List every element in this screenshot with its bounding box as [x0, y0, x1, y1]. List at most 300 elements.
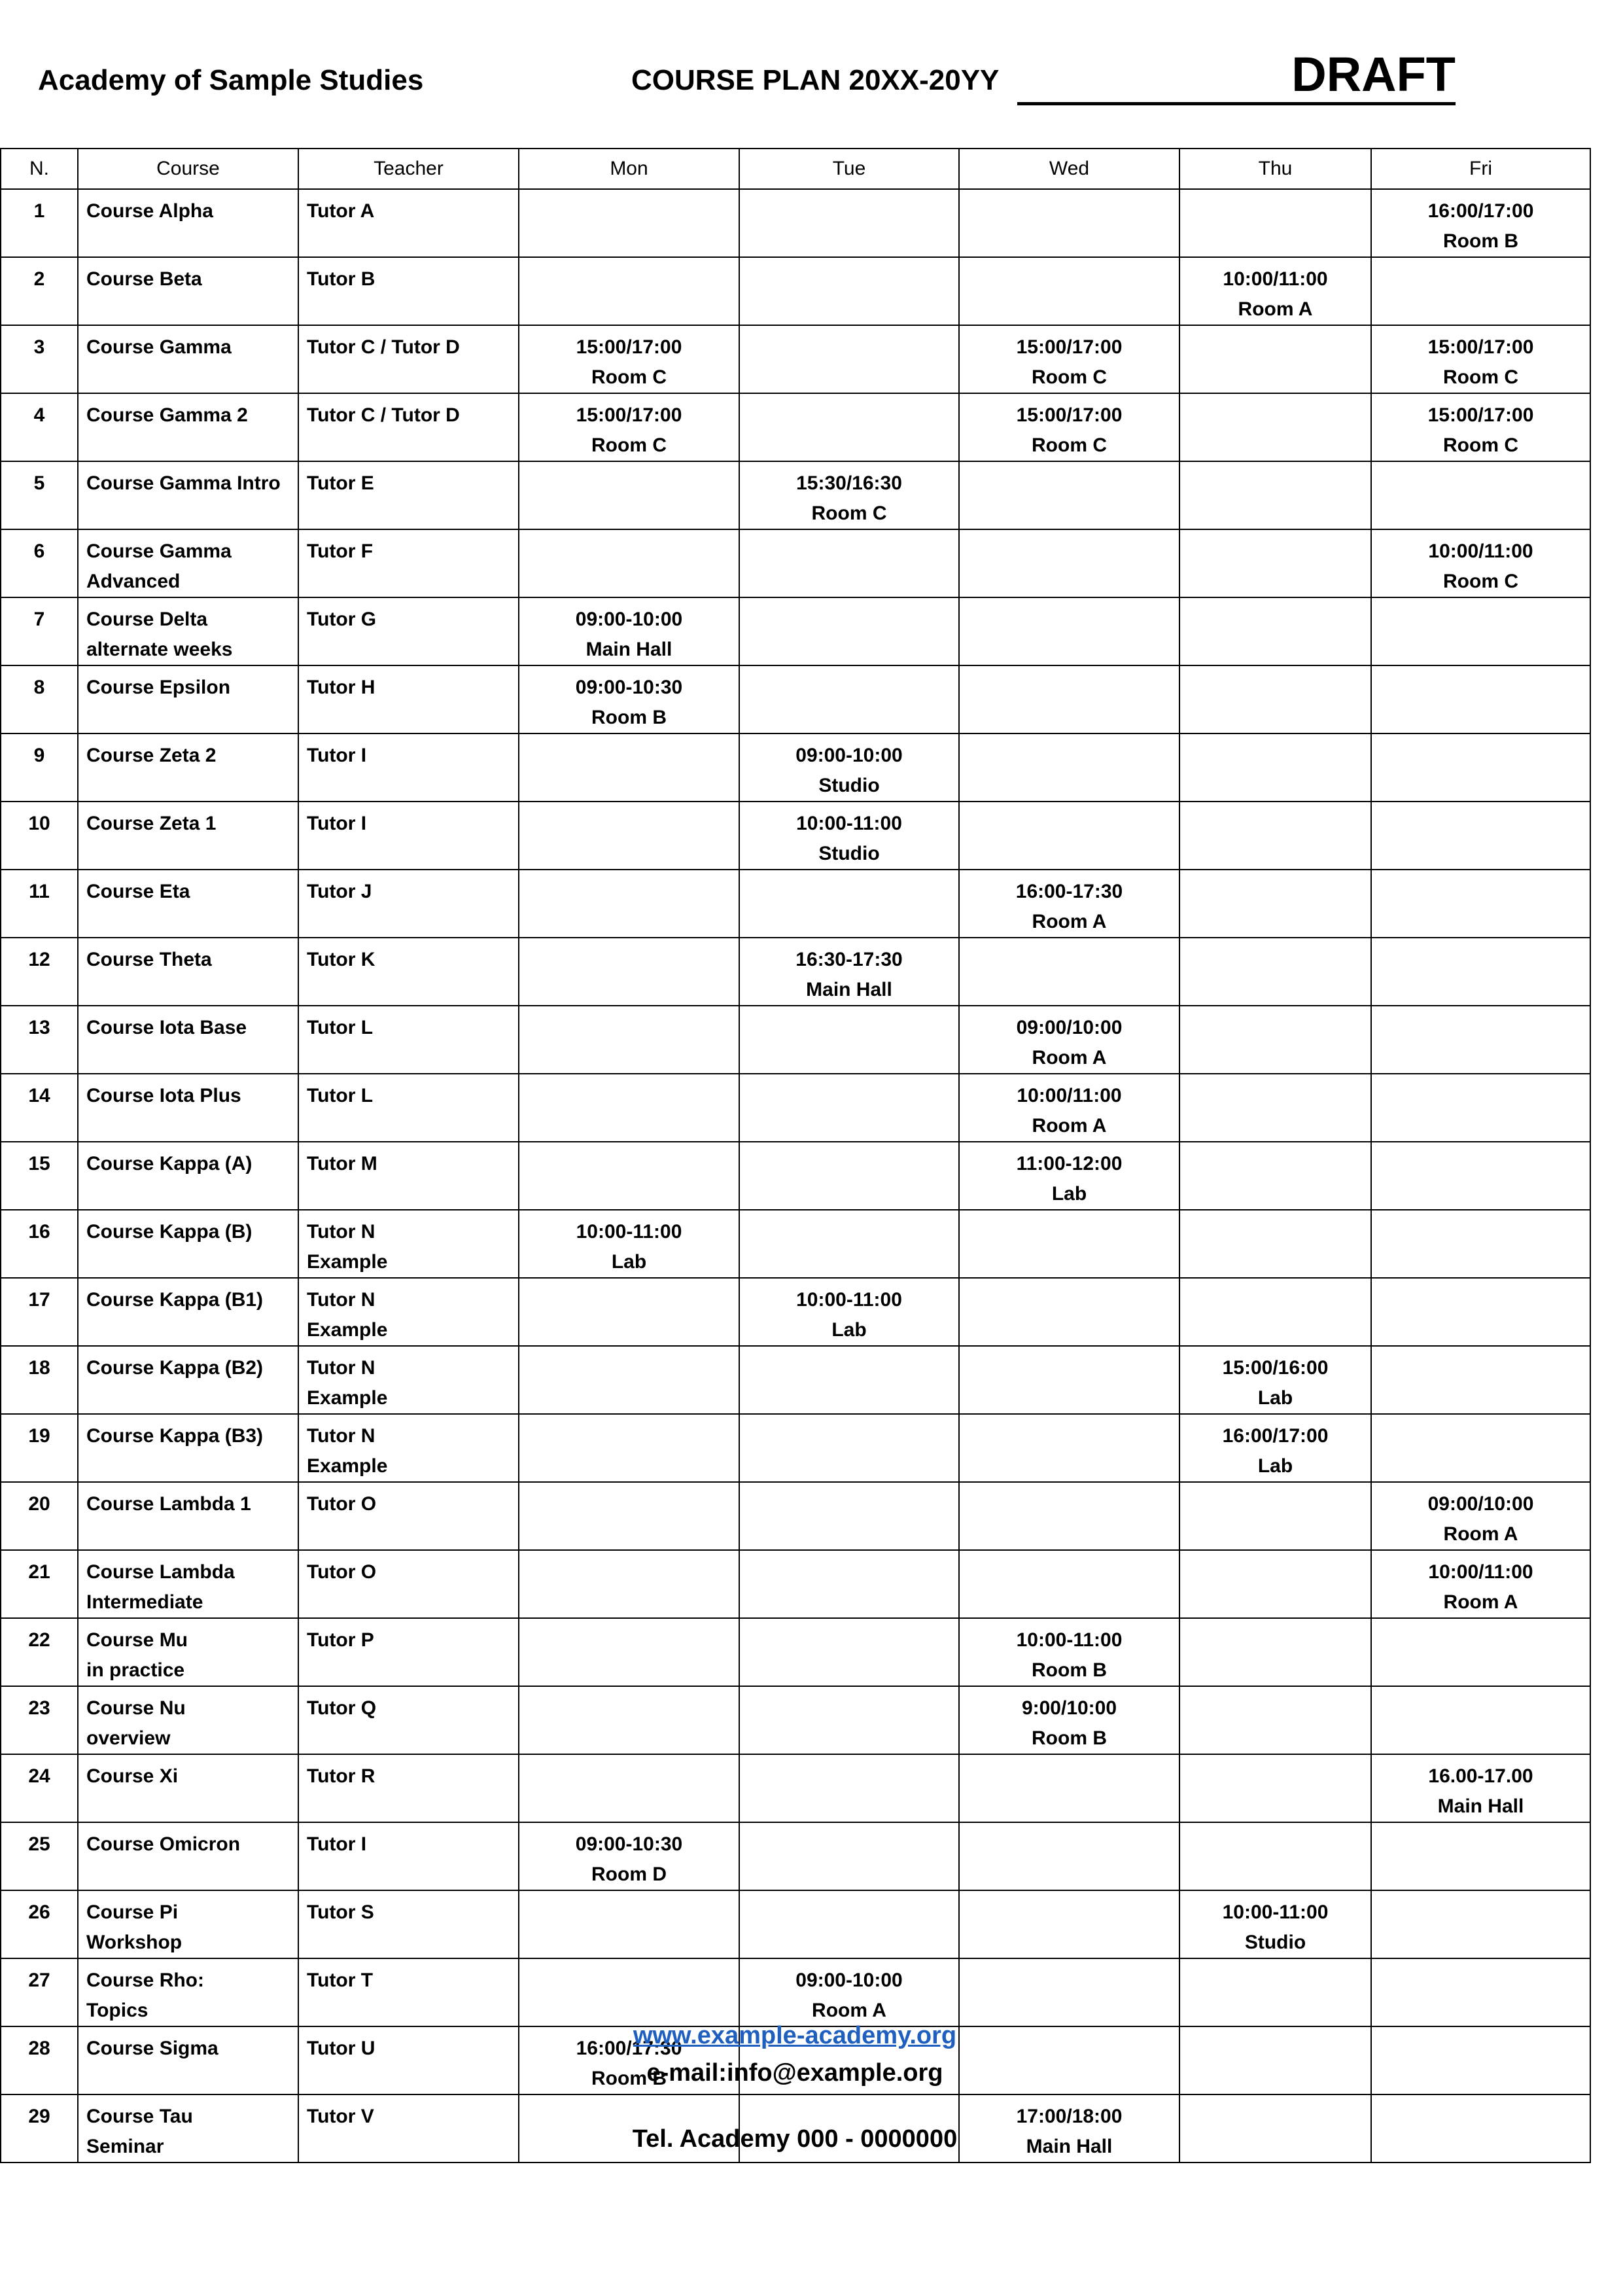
teacher-name-line: Tutor M [307, 1153, 377, 1174]
schedule-cell-thursday [1179, 1890, 1371, 1958]
schedule-cell-wednesday [959, 1958, 1179, 2026]
room-name: Room C [1443, 366, 1518, 388]
time-slot: 16:30-17:30 [795, 949, 903, 970]
schedule-cell-tuesday [739, 393, 959, 461]
teacher-name-line: Tutor G [307, 609, 377, 630]
phone-number: Tel. Academy 000 - 0000000 [632, 2125, 958, 2153]
teacher-name-cell [298, 529, 519, 597]
course-number-cell: 12 [1, 938, 78, 1006]
schedule-cell-thursday [1179, 1482, 1371, 1550]
schedule-cell-tuesday [739, 1550, 959, 1618]
room-name: Studio [818, 843, 880, 864]
teacher-name-line: Tutor V [307, 2106, 374, 2127]
schedule-cell-monday [519, 938, 739, 1006]
course-number-cell: 20 [1, 1482, 78, 1550]
table-row [1, 938, 1590, 1006]
schedule-cell-friday [1371, 393, 1590, 461]
schedule-cell-wednesday [959, 938, 1179, 1006]
room-name: Room A [1032, 1047, 1107, 1069]
course-name-cell [78, 665, 298, 733]
schedule-cell-monday [519, 1414, 739, 1482]
schedule-cell-monday [519, 1618, 739, 1686]
teacher-name-line: Tutor I [307, 1833, 367, 1855]
table-row [1, 1890, 1590, 1958]
teacher-name-cell [298, 802, 519, 870]
schedule-cell-friday [1371, 1278, 1590, 1346]
teacher-name-cell [298, 1482, 519, 1550]
teacher-name-cell [298, 1006, 519, 1074]
teacher-name-line: Tutor H [307, 677, 375, 698]
course-name-line: Advanced [86, 571, 181, 592]
schedule-cell-friday [1371, 1414, 1590, 1482]
schedule-cell-friday [1371, 257, 1590, 325]
schedule-cell-monday [519, 1550, 739, 1618]
table-row [1, 325, 1590, 393]
room-name: Main Hall [806, 979, 892, 1000]
schedule-cell-friday [1371, 597, 1590, 665]
room-name: Lab [1257, 1455, 1293, 1477]
schedule-cell-monday [519, 1346, 739, 1414]
time-slot: 09:00/10:00 [1427, 1493, 1534, 1515]
teacher-name-line: Tutor N [307, 1357, 375, 1379]
schedule-cell-wednesday [959, 1346, 1179, 1414]
course-number-cell: 22 [1, 1618, 78, 1686]
teacher-name-cell [298, 325, 519, 393]
time-slot: 10:00-11:00 [576, 1221, 682, 1243]
schedule-cell-monday [519, 1074, 739, 1142]
col-header-wednesday: Wed [959, 149, 1179, 189]
course-number-cell: 6 [1, 529, 78, 597]
schedule-cell-monday [519, 1890, 739, 1958]
course-name-cell [78, 1346, 298, 1414]
course-name-line: Course Iota Base [86, 1017, 247, 1038]
website-link[interactable]: www.example-academy.org [633, 2022, 957, 2049]
schedule-cell-thursday [1179, 1074, 1371, 1142]
course-number-cell: 16 [1, 1210, 78, 1278]
time-slot: 09:00/10:00 [1016, 1017, 1123, 1038]
schedule-cell-wednesday [959, 1414, 1179, 1482]
table-row [1, 665, 1590, 733]
course-name-line: Course Delta [86, 609, 208, 630]
course-name-line: Workshop [86, 1932, 183, 1953]
room-name: Room D [591, 1863, 667, 1885]
schedule-cell-thursday [1179, 597, 1371, 665]
teacher-name-line: Tutor O [307, 1493, 377, 1515]
col-header-tuesday: Tue [739, 149, 959, 189]
schedule-cell-friday [1371, 870, 1590, 938]
schedule-cell-thursday [1179, 1346, 1371, 1414]
course-name-line: Course Sigma [86, 2038, 218, 2059]
teacher-name-cell [298, 257, 519, 325]
time-slot: 10:00-11:00 [1016, 1629, 1123, 1651]
teacher-name-line: Tutor A [307, 200, 375, 222]
time-slot: 09:00-10:00 [795, 1969, 903, 1991]
course-name-line: Course Pi [86, 1901, 179, 1923]
course-name-cell [78, 461, 298, 529]
course-name-cell [78, 1278, 298, 1346]
schedule-cell-tuesday [739, 1074, 959, 1142]
page-header [0, 39, 1623, 111]
teacher-name-cell [298, 1958, 519, 2026]
schedule-cell-thursday [1179, 1686, 1371, 1754]
schedule-cell-monday [519, 1686, 739, 1754]
table-row [1, 393, 1590, 461]
schedule-cell-monday [519, 1006, 739, 1074]
time-slot: 16.00-17.00 [1428, 1765, 1533, 1787]
room-name: Room A [1032, 911, 1107, 932]
teacher-name-line: Example [307, 1387, 388, 1409]
teacher-name-line: Tutor U [307, 2038, 375, 2059]
time-slot: 15:00/17:00 [1427, 336, 1534, 358]
schedule-cell-monday [519, 597, 739, 665]
schedule-cell-friday [1371, 1550, 1590, 1618]
schedule-cell-friday [1371, 1142, 1590, 1210]
table-row [1, 1278, 1590, 1346]
schedule-cell-thursday [1179, 1006, 1371, 1074]
time-slot: 09:00-10:00 [795, 745, 903, 766]
course-name-line: Course Nu [86, 1697, 186, 1719]
schedule-cell-thursday [1179, 733, 1371, 802]
course-number-cell: 25 [1, 1822, 78, 1890]
table-row [1, 802, 1590, 870]
course-name-line: Course Lambda 1 [86, 1493, 251, 1515]
schedule-cell-friday [1371, 461, 1590, 529]
time-slot: 10:00-11:00 [1222, 1901, 1329, 1923]
course-name-cell [78, 393, 298, 461]
course-name-line: in practice [86, 1659, 185, 1681]
course-name-line: Intermediate [86, 1591, 203, 1613]
room-name: Studio [1244, 1932, 1306, 1953]
schedule-cell-thursday [1179, 1754, 1371, 1822]
schedule-cell-friday [1371, 733, 1590, 802]
schedule-cell-wednesday [959, 597, 1179, 665]
course-number-cell: 7 [1, 597, 78, 665]
schedule-cell-monday [519, 529, 739, 597]
table-row [1, 1958, 1590, 2026]
time-slot: 15:30/16:30 [796, 472, 902, 494]
table-row [1, 257, 1590, 325]
schedule-cell-wednesday [959, 1550, 1179, 1618]
teacher-name-line: Tutor S [307, 1901, 374, 1923]
time-slot: 15:00/17:00 [1016, 404, 1123, 426]
teacher-name-line: Tutor J [307, 881, 372, 902]
time-slot: 15:00/17:00 [576, 336, 682, 358]
course-name-cell [78, 1890, 298, 1958]
time-slot: 16:00/17:30 [576, 2038, 682, 2059]
course-name-cell [78, 1618, 298, 1686]
schedule-cell-friday [1371, 1006, 1590, 1074]
table-body [1, 189, 1590, 2163]
schedule-cell-wednesday [959, 1618, 1179, 1686]
course-name-cell [78, 870, 298, 938]
schedule-cell-friday [1371, 938, 1590, 1006]
table-row [1, 1346, 1590, 1414]
course-name-line: Course Zeta 2 [86, 745, 217, 766]
time-slot: 15:00/16:00 [1222, 1357, 1329, 1379]
time-slot: 11:00-12:00 [1016, 1153, 1123, 1174]
course-number-cell: 4 [1, 393, 78, 461]
course-name-cell [78, 1006, 298, 1074]
time-slot: 15:00/17:00 [1016, 336, 1123, 358]
room-name: Lab [831, 1319, 867, 1341]
course-name-cell [78, 1686, 298, 1754]
schedule-cell-tuesday [739, 1958, 959, 2026]
course-name-cell [78, 1482, 298, 1550]
teacher-name-cell [298, 1550, 519, 1618]
course-number-cell: 13 [1, 1006, 78, 1074]
schedule-cell-friday [1371, 1482, 1590, 1550]
course-year-title: COURSE PLAN 20XX-20YY [631, 64, 1000, 96]
room-name: Room B [1032, 1727, 1107, 1749]
table-row [1, 1210, 1590, 1278]
course-name-line: Course Kappa (B1) [86, 1289, 264, 1311]
schedule-cell-wednesday [959, 257, 1179, 325]
room-name: Room A [1032, 1115, 1107, 1137]
organization-name: Academy of Sample Studies [38, 64, 424, 96]
course-name-cell [78, 529, 298, 597]
schedule-cell-tuesday [739, 597, 959, 665]
course-name-cell [78, 1074, 298, 1142]
schedule-cell-wednesday [959, 870, 1179, 938]
schedule-cell-thursday [1179, 325, 1371, 393]
time-slot: 16:00/17:00 [1427, 200, 1534, 222]
course-number-cell: 5 [1, 461, 78, 529]
schedule-cell-wednesday [959, 802, 1179, 870]
teacher-name-line: Tutor F [307, 540, 374, 562]
time-slot: 10:00/11:00 [1428, 1561, 1533, 1583]
course-number-cell: 18 [1, 1346, 78, 1414]
schedule-cell-wednesday [959, 393, 1179, 461]
course-name-line: Course Gamma [86, 336, 232, 358]
room-name: Main Hall [585, 639, 672, 660]
course-name-line: Course Epsilon [86, 677, 231, 698]
schedule-cell-monday [519, 870, 739, 938]
teacher-name-line: Tutor R [307, 1765, 375, 1787]
schedule-cell-monday [519, 189, 739, 257]
time-slot: 10:00-11:00 [796, 1289, 902, 1311]
room-name: Studio [818, 775, 880, 796]
time-slot: 10:00/11:00 [1428, 540, 1533, 562]
schedule-cell-thursday [1179, 1550, 1371, 1618]
schedule-cell-monday [519, 1142, 739, 1210]
schedule-cell-thursday [1179, 189, 1371, 257]
room-name: Room B [1032, 1659, 1107, 1681]
teacher-name-cell [298, 938, 519, 1006]
course-name-line: Course Kappa (B2) [86, 1357, 264, 1379]
course-number-cell: 24 [1, 1754, 78, 1822]
teacher-name-line: Tutor T [307, 1969, 374, 1991]
schedule-cell-friday [1371, 1754, 1590, 1822]
schedule-cell-tuesday [739, 665, 959, 733]
schedule-cell-tuesday [739, 461, 959, 529]
table-row [1, 189, 1590, 257]
table-row [1, 1686, 1590, 1754]
schedule-cell-tuesday [739, 1414, 959, 1482]
schedule-cell-friday [1371, 1074, 1590, 1142]
room-name: Room B [1443, 230, 1518, 252]
teacher-name-cell [298, 1074, 519, 1142]
course-name-cell [78, 189, 298, 257]
teacher-name-line: Tutor I [307, 813, 367, 834]
course-name-line: alternate weeks [86, 639, 233, 660]
room-name: Room C [1032, 366, 1107, 388]
course-name-cell [78, 1550, 298, 1618]
schedule-cell-tuesday [739, 189, 959, 257]
teacher-name-line: Tutor N [307, 1289, 375, 1311]
room-name: Room C [1443, 571, 1518, 592]
room-name: Room C [591, 434, 667, 456]
col-header-teacher: Teacher [298, 149, 519, 189]
time-slot: 10:00/11:00 [1223, 268, 1328, 290]
teacher-name-line: Tutor I [307, 745, 367, 766]
schedule-cell-tuesday [739, 802, 959, 870]
time-slot: 17:00/18:00 [1016, 2106, 1123, 2127]
schedule-cell-wednesday [959, 461, 1179, 529]
schedule-cell-friday [1371, 189, 1590, 257]
teacher-name-line: Example [307, 1319, 388, 1341]
teacher-name-line: Tutor B [307, 268, 375, 290]
schedule-cell-friday [1371, 1346, 1590, 1414]
course-name-line: Course Alpha [86, 200, 213, 222]
schedule-cell-thursday [1179, 1618, 1371, 1686]
schedule-cell-tuesday [739, 1618, 959, 1686]
course-number-cell: 27 [1, 1958, 78, 2026]
teacher-name-cell [298, 1686, 519, 1754]
course-number-cell: 29 [1, 2094, 78, 2163]
schedule-cell-monday [519, 802, 739, 870]
time-slot: 09:00-10:00 [575, 609, 683, 630]
col-header-friday: Fri [1371, 149, 1590, 189]
table-row [1, 733, 1590, 802]
course-name-cell [78, 1414, 298, 1482]
schedule-cell-tuesday [739, 1142, 959, 1210]
schedule-cell-wednesday [959, 1754, 1179, 1822]
course-number-cell: 11 [1, 870, 78, 938]
course-name-cell [78, 257, 298, 325]
course-name-line: Course Kappa (B3) [86, 1425, 264, 1447]
course-name-line: Course Mu [86, 1629, 188, 1651]
teacher-name-line: Tutor C / Tutor D [307, 404, 460, 426]
course-name-line: Topics [86, 2000, 148, 2021]
teacher-name-cell [298, 870, 519, 938]
room-name: Room C [1032, 434, 1107, 456]
course-name-cell [78, 1142, 298, 1210]
schedule-cell-wednesday [959, 325, 1179, 393]
teacher-name-line: Example [307, 1455, 388, 1477]
schedule-cell-thursday [1179, 461, 1371, 529]
teacher-name-line: Tutor N [307, 1221, 375, 1243]
schedule-cell-wednesday [959, 1210, 1179, 1278]
teacher-name-cell [298, 461, 519, 529]
teacher-name-cell [298, 393, 519, 461]
schedule-cell-tuesday [739, 325, 959, 393]
schedule-cell-thursday [1179, 1278, 1371, 1346]
teacher-name-line: Tutor P [307, 1629, 374, 1651]
course-number-cell: 15 [1, 1142, 78, 1210]
schedule-cell-wednesday [959, 1890, 1179, 1958]
schedule-cell-thursday [1179, 938, 1371, 1006]
course-name-cell [78, 597, 298, 665]
room-name: Room C [591, 366, 667, 388]
schedule-cell-wednesday [959, 1278, 1179, 1346]
schedule-cell-friday [1371, 1822, 1590, 1890]
table-row [1, 597, 1590, 665]
schedule-cell-wednesday [959, 1686, 1179, 1754]
room-name: Room B [591, 707, 667, 728]
schedule-cell-tuesday [739, 1346, 959, 1414]
course-number-cell: 19 [1, 1414, 78, 1482]
schedule-cell-tuesday [739, 1210, 959, 1278]
schedule-cell-thursday [1179, 1210, 1371, 1278]
table-row [1, 1550, 1590, 1618]
room-name: Lab [611, 1251, 647, 1273]
course-name-line: Course Kappa (A) [86, 1153, 253, 1174]
schedule-cell-monday [519, 1482, 739, 1550]
course-number-cell: 8 [1, 665, 78, 733]
schedule-cell-tuesday [739, 1890, 959, 1958]
course-schedule-table [0, 148, 1591, 2163]
course-number-cell: 1 [1, 189, 78, 257]
course-name-line: Course Gamma Intro [86, 472, 281, 494]
course-name-line: Course Kappa (B) [86, 1221, 253, 1243]
course-name-line: Course Iota Plus [86, 1085, 241, 1106]
page-footer [0, 2022, 1590, 2153]
schedule-cell-thursday [1179, 665, 1371, 733]
room-name: Room C [1443, 434, 1518, 456]
time-slot: 15:00/17:00 [576, 404, 682, 426]
course-name-cell [78, 325, 298, 393]
table-row [1, 1618, 1590, 1686]
schedule-cell-wednesday [959, 529, 1179, 597]
email-address: e-mail:info@example.org [646, 2059, 943, 2087]
schedule-cell-friday [1371, 529, 1590, 597]
course-name-line: Course Eta [86, 881, 190, 902]
course-name-line: Course Omicron [86, 1833, 241, 1855]
schedule-cell-tuesday [739, 257, 959, 325]
room-name: Room A [812, 2000, 886, 2021]
table-row [1, 529, 1590, 597]
teacher-name-line: Tutor E [307, 472, 374, 494]
table-row [1, 870, 1590, 938]
schedule-cell-tuesday [739, 1278, 959, 1346]
schedule-cell-friday [1371, 802, 1590, 870]
schedule-cell-thursday [1179, 870, 1371, 938]
schedule-cell-monday [519, 1278, 739, 1346]
schedule-cell-monday [519, 461, 739, 529]
course-number-cell: 14 [1, 1074, 78, 1142]
schedule-cell-tuesday [739, 870, 959, 938]
teacher-name-line: Tutor N [307, 1425, 375, 1447]
course-name-cell [78, 1822, 298, 1890]
time-slot: 10:00-11:00 [796, 813, 902, 834]
schedule-cell-tuesday [739, 1686, 959, 1754]
teacher-name-cell [298, 1414, 519, 1482]
course-number-cell: 28 [1, 2026, 78, 2094]
schedule-cell-thursday [1179, 257, 1371, 325]
course-name-line: Course Gamma 2 [86, 404, 248, 426]
schedule-cell-friday [1371, 1210, 1590, 1278]
room-name: Lab [1257, 1387, 1293, 1409]
schedule-cell-thursday [1179, 802, 1371, 870]
schedule-cell-thursday [1179, 1414, 1371, 1482]
room-name: Room A [1238, 298, 1313, 320]
course-number-cell: 2 [1, 257, 78, 325]
table-header-row [1, 149, 1590, 189]
time-slot: 10:00/11:00 [1017, 1085, 1122, 1106]
schedule-cell-thursday [1179, 529, 1371, 597]
course-name-cell [78, 733, 298, 802]
schedule-cell-wednesday [959, 1822, 1179, 1890]
